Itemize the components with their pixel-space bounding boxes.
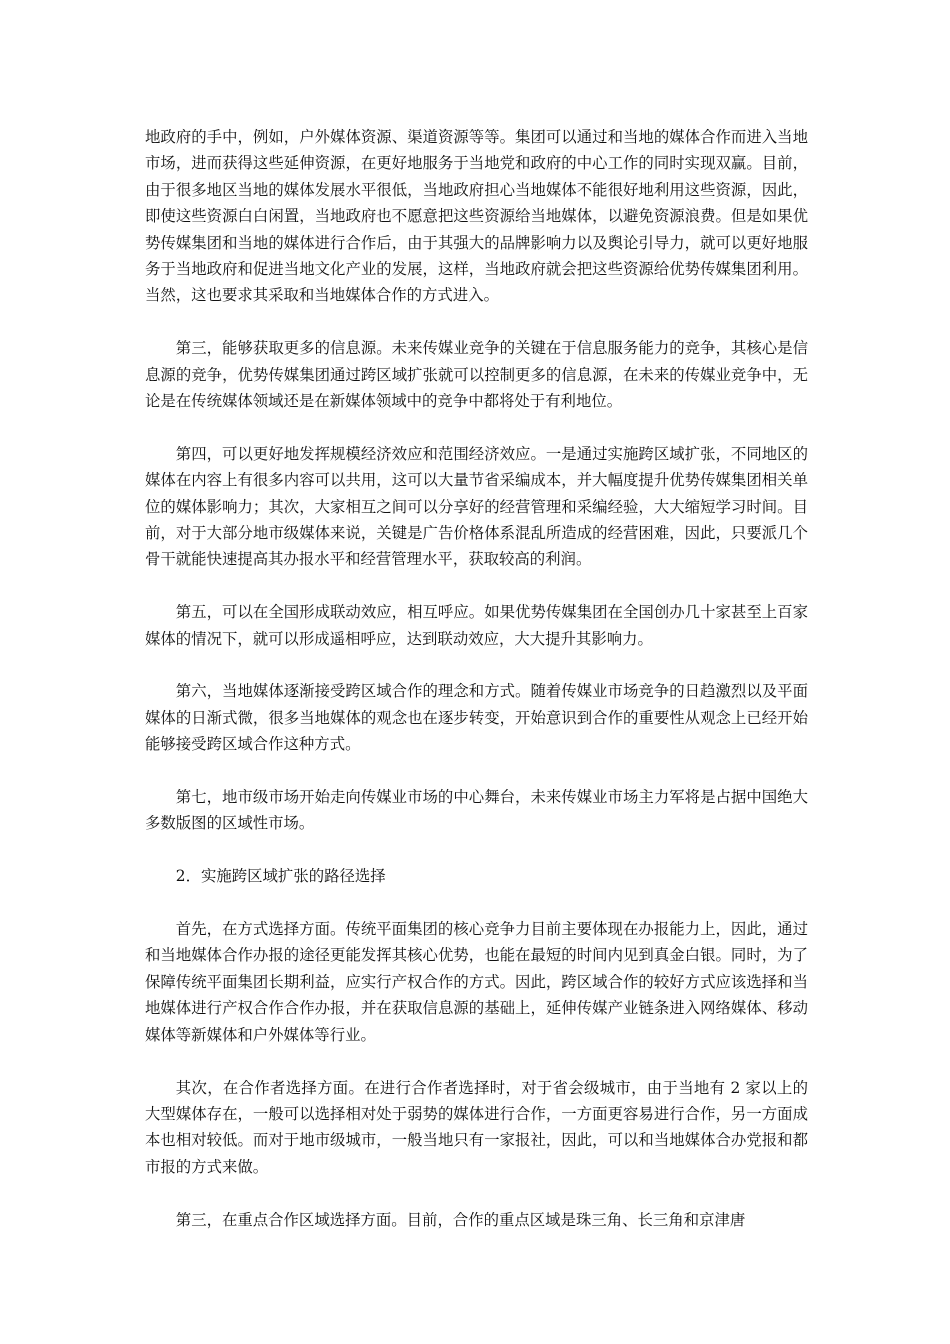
paragraph-seventh-point: 第七，地市级市场开始走向传媒业市场的中心舞台，未来传媒业市场主力军将是占据中国绝大多数版图的区域性市场。 xyxy=(145,788,808,833)
paragraph-continuation: 地政府的手中，例如，户外媒体资源、渠道资源等等。集团可以通过和当地的媒体合作而进入当地市场，进而获得这些延伸资源，在更好地服务于当地党和政府的中心工作的同时实现双赢。目前，由于很多地区当地的媒体发展水平很低，当地政府担心当地媒体不能很好地利用这些资源，因此，即使这些资源白白闲置，当地政府也不愿意把这些资源给当地媒体，以避免资源浪费。但是如果优势传媒集团和当地的媒体进行合作后，由于其强大的品牌影响力以及舆论引导力，就可以更好地服务于当地政府和促进当地文化产业的发展，这样，当地政府就会把这些资源给优势传媒集团利用。当然，这也要求其采取和当地媒体合作的方式进入。 xyxy=(145,128,808,305)
document-body xyxy=(145,124,808,1259)
paragraph-region-selection: 第三，在重点合作区域选择方面。目前，合作的重点区域是珠三角、长三角和京津唐 xyxy=(175,1210,746,1229)
paragraph-sixth-point: 第六，当地媒体逐渐接受跨区域合作的理念和方式。随着传媒业市场竞争的日趋激烈以及平面媒体的日渐式微，很多当地媒体的观念也在逐步转变，开始意识到合作的重要性从观念上已经开始能够接受跨区域合作这种方式。 xyxy=(145,682,808,754)
section-heading: 2．实施跨区域扩张的路径选择 xyxy=(175,867,386,886)
paragraph-fourth-point: 第四，可以更好地发挥规模经济效应和范围经济效应。一是通过实施跨区域扩张，不同地区的媒体在内容上有很多内容可以共用，这可以大量节省采编成本，并大幅度提升优势传媒集团相关单位的媒体影响力；其次，大家相互之间可以分享好的经营管理和采编经验，大大缩短学习时间。目前，对于大部分地市级媒体来说，关键是广告价格体系混乱所造成的经营困难，因此，只要派几个骨干就能快速提高其办报水平和经营管理水平，获取较高的利润。 xyxy=(145,444,808,569)
paragraph-method-selection: 首先，在方式选择方面。传统平面集团的核心竞争力目前主要体现在办报能力上，因此，通过和当地媒体合作办报的途径更能发挥其核心优势，也能在最短的时间内见到真金白银。同时，为了保障传统平面集团长期利益，应实行产权合作的方式。因此，跨区域合作的较好方式应该选择和当地媒体进行产权合作合作办报，并在获取信息源的基础上，延伸传媒产业链条进入网络媒体、移动媒体等新媒体和户外媒体等行业。 xyxy=(145,920,808,1044)
paragraph-third-point: 第三，能够获取更多的信息源。未来传媒业竞争的关键在于信息服务能力的竞争，其核心是信息源的竞争，优势传媒集团通过跨区域扩张就可以控制更多的信息源，在未来的传媒业竞争中，无论是在传统媒体领域还是在新媒体领域中的竞争中都将处于有利地位。 xyxy=(145,339,808,411)
paragraph-partner-selection: 其次，在合作者选择方面。在进行合作者选择时，对于省会级城市，由于当地有 2 家以上的大型媒体存在，一般可以选择相对处于弱势的媒体进行合作，一方面更容易进行合作，另一方面成本也相对较低。而对于地市级城市，一般当地只有一家报社，因此，可以和当地媒体合办党报和都市报的方式来做。 xyxy=(145,1078,808,1176)
paragraph-fifth-point: 第五，可以在全国形成联动效应，相互呼应。如果优势传媒集团在全国创办几十家甚至上百家媒体的情况下，就可以形成遥相呼应，达到联动效应，大大提升其影响力。 xyxy=(145,603,808,648)
